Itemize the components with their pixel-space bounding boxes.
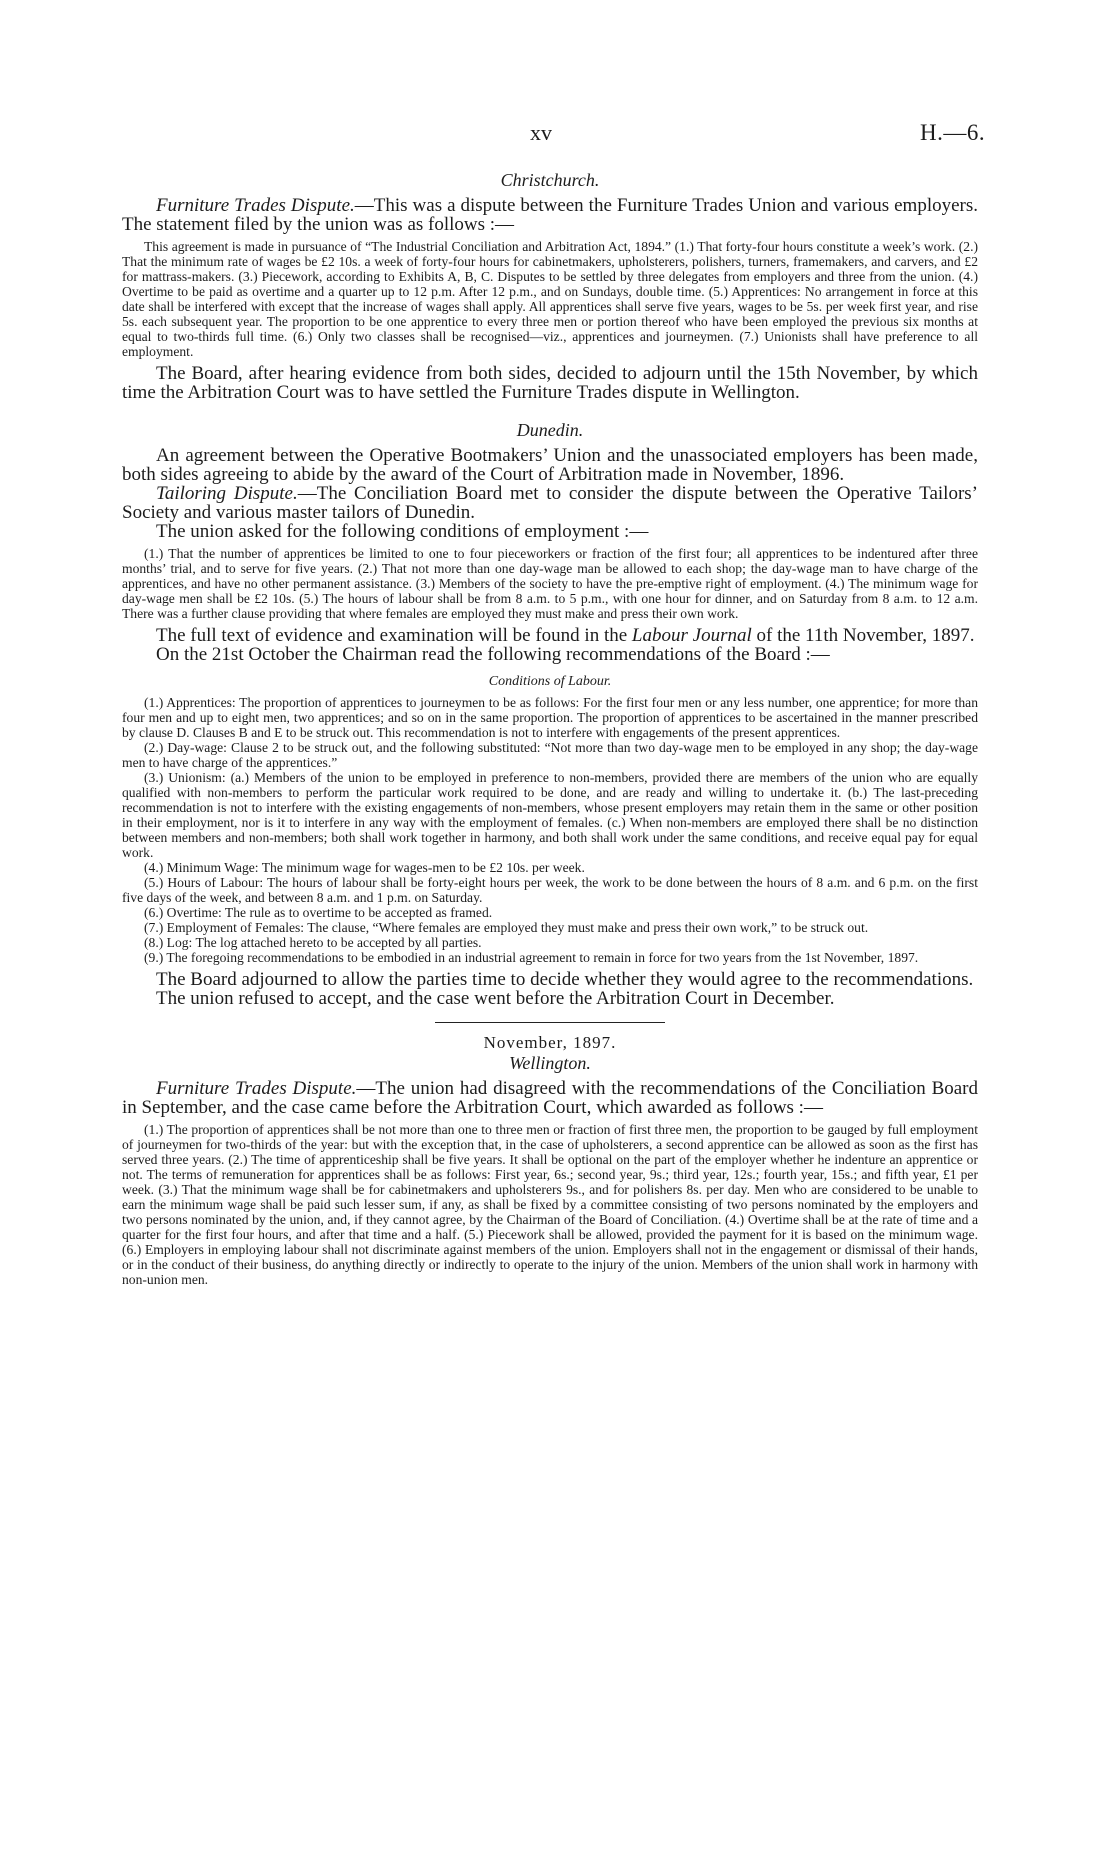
fulltext-text-a: The full text of evidence and examination will be found in the <box>156 625 632 646</box>
dunedin-tailoring-intro <box>122 484 978 522</box>
recommendation-item: (9.) The foregoing recommendations to be embodied in an industrial agreement to remain in force for two years from the 1st November, 1897. <box>144 950 919 965</box>
labour-journal-title: Labour Journal <box>631 625 752 646</box>
conditions-of-labour-heading: Conditions of Labour. <box>488 674 612 689</box>
recommendation-item: (6.) Overtime: The rule as to overtime to be accepted as framed. <box>144 905 493 920</box>
document-reference: H.—6. <box>920 120 986 145</box>
christchurch-conclusion: The Board, after hearing evidence from both sides, decided to adjourn until the 15th November, by which time the Arbitration Court was to have settled the Furniture Trades dispute in Wellington. <box>122 363 978 403</box>
fulltext-text-b: of the 11th November, 1897. <box>751 625 975 646</box>
recommendations-list <box>122 695 978 965</box>
dunedin-fulltext-note <box>122 626 978 645</box>
tailoring-dispute-label: Tailoring Dispute. <box>156 483 298 504</box>
recommendation-item: (1.) Apprentices: The proportion of apprentices to journeymen to be as follows: For the first four men or any less number, one apprentice; for more than four men and up to eight men, two apprentices; and so on in the same proportion. The proportion of apprentices to be ascertained in the manner prescribed by clause D. Clauses B and E to be struck out. This recommendation is not to interfere with engagements of the present apprentices. <box>122 695 978 740</box>
tailoring-intro-text: —The Conciliation Board met to consider the dispute between the Operative Tailors’ Society and various master tailors of Dunedin. <box>122 483 978 523</box>
month-heading: November, 1897. <box>483 1033 617 1052</box>
dunedin-union-asked: The union asked for the following conditions of employment :— <box>156 521 649 542</box>
recommendation-item: (7.) Employment of Females: The clause, “Where females are employed they must make and press their own work,” to be struck out. <box>144 920 869 935</box>
christchurch-dispute-label: Furniture Trades Dispute. <box>156 195 355 216</box>
page-body <box>122 170 978 1287</box>
recommendation-item: (8.) Log: The log attached hereto to be accepted by all parties. <box>144 935 482 950</box>
recommendation-item: (5.) Hours of Labour: The hours of labour shall be forty-eight hours per week, the work to be done between the hours of 8 a.m. and 6 p.m. on the first five days of the week, and between 8 a.m. and 1 p.m. on Saturday. <box>122 875 978 905</box>
section-divider <box>435 1022 665 1023</box>
page-number: xv <box>530 120 552 145</box>
dunedin-union-refused: The union refused to accept, and the case went before the Arbitration Court in December. <box>156 988 835 1009</box>
heading-wellington: Wellington. <box>509 1053 591 1073</box>
heading-dunedin: Dunedin. <box>516 420 584 440</box>
dunedin-board-adjourned: The Board adjourned to allow the parties time to decide whether they would agree to the recommendations. <box>156 969 974 990</box>
recommendation-item: (2.) Day-wage: Clause 2 to be struck out, and the following substituted: “Not more than two day-wage men to be employed in any shop; the day-wage men to have charge of the apprentices.” <box>122 740 978 770</box>
arbitration-award: (1.) The proportion of apprentices shall be not more than one to three men or fraction of first three men, the proportion to be gauged by full employment of journeymen for two-thirds of the year: but with the exception that, in the case of upholsterers, a second apprentice can be allowed as soon as the first has served three years. (2.) The time of apprenticeship shall be five years. It shall be optional on the part of the employer whether he indenture an apprentice or not. The terms of remuneration for apprentices shall be as follows: First year, 6s.; second year, 9s.; third year, 12s.; fourth year, 15s.; and fifth year, £1 per week. (3.) That the minimum wage shall be for cabinetmakers and upholsterers 9s., and for polishers 8s. per day. Men who are considered to be unable to earn the minimum wage shall be paid such lesser sum, if any, as shall be fixed by a committee consisting of two persons nominated by the employers and two persons nominated by the union, and, if they cannot agree, by the Chairman of the Board of Conciliation. (4.) Overtime shall be at the rate of time and a quarter for the first four hours, and after that time and a half. (5.) Piecework shall be allowed, provided the payment for it is based on the minimum wage. (6.) Employers in employing labour shall not discriminate against members of the union. Employers shall not in the engagement or dismissal of their hands, or in the conduct of their business, do anything directly or indirectly to operate to the injury of the union. Members of the union shall work in harmony with non-union men. <box>122 1122 978 1287</box>
dunedin-union-conditions: (1.) That the number of apprentices be limited to one to four pieceworkers or fraction of the first four; all apprentices to be indentured after three months’ trial, and to serve for five years. (2.) That not more than one day-wage man be allowed to each shop; the day-wage man to have charge of the apprentices, and have no other permanent assistance. (3.) Members of the society to have the pre-emptive right of employment. (4.) The minimum wage for day-wage men shall be £2 10s. (5.) The hours of labour shall be from 8 a.m. to 5 p.m., with one hour for dinner, and on Saturday from 8 a.m. to 12 a.m. There was a further clause providing that where females are employed they must make and press their own work. <box>122 546 978 621</box>
dunedin-bootmakers-agreement: An agreement between the Operative Bootmakers’ Union and the unassociated employers has been made, both sides agreeing to abide by the award of the Court of Arbitration made in November, 1896. <box>122 445 978 485</box>
christchurch-intro <box>122 196 978 234</box>
recommendation-item: (4.) Minimum Wage: The minimum wage for wages-men to be £2 10s. per week. <box>144 860 585 875</box>
recommendation-item: (3.) Unionism: (a.) Members of the union to be employed in preference to non-members, provided there are members of the union who are equally qualified with non-members to perform the particular work required to be done, and are ready and willing to undertake it. (b.) The last-preceding recommendation is not to interfere with the existing engagements of non-members, whose present employers may retain them in the same or other position in their employment, nor is it to interfere in any way with the employment of females. (c.) When non-members are employed there shall be no distinction between members and non-members; both shall work together in harmony, and both shall work under the same conditions, and receive equal pay for equal work. <box>122 770 978 860</box>
wellington-dispute-label: Furniture Trades Dispute. <box>156 1078 357 1099</box>
christchurch-union-statement: This agreement is made in pursuance of “The Industrial Conciliation and Arbitration Act, 1894.” (1.) That forty-four hours constitute a week’s work. (2.) That the minimum rate of wages be £2 10s. a week of forty-four hours for cabinetmakers, upholsterers, polishers, turners, framemakers, and carvers, and £2 for mattrass-makers. (3.) Piecework, according to Exhibits A, B, C. Disputes to be settled by three delegates from employers and three from the union. (4.) Overtime to be paid as overtime and a quarter up to 12 p.m. After 12 p.m., and on Sundays, double time. (5.) Apprentices: No arrangement in force at this date shall be interfered with except that the increase of wages shall apply. All apprentices shall serve five years, wages to be 5s. per week first year, and rise 5s. each subsequent year. The proportion to be one apprentice to every three men or portion thereof who have been employed the previous six months at equal to two-thirds full time. (6.) Only two classes shall be recognised—viz., apprentices and journeymen. (7.) Unionists shall have preference to all employment. <box>122 239 978 359</box>
christchurch-intro-text: —This was a dispute between the Furniture Trades Union and various employers. The statement filed by the union was as follows :— <box>122 195 978 235</box>
dunedin-chairman-note: On the 21st October the Chairman read the following recommendations of the Board :— <box>156 644 830 665</box>
wellington-intro <box>122 1079 978 1117</box>
heading-christchurch: Christchurch. <box>500 170 600 190</box>
wellington-intro-text: —The union had disagreed with the recommendations of the Conciliation Board in September, and the case came before the Arbitration Court, which awarded as follows :— <box>122 1078 979 1118</box>
